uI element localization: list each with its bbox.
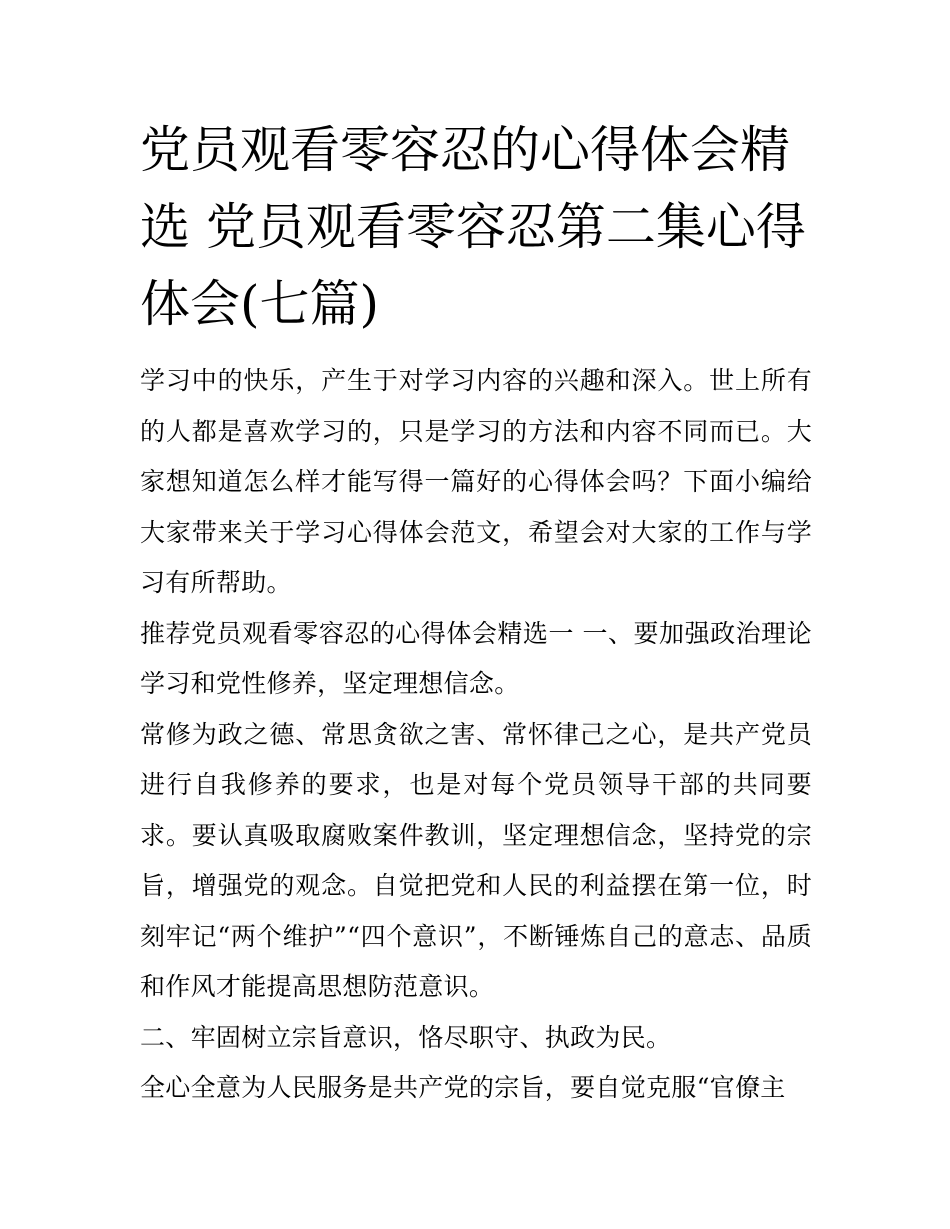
document-body xyxy=(140,356,812,1114)
paragraph-section-two-body: 全心全意为人民服务是共产党的宗旨，要自觉克服“官僚主 xyxy=(140,1073,786,1102)
paragraph-intro: 学习中的快乐，产生于对学习内容的兴趣和深入。世上所有的人都是喜欢学习的，只是学习的方法和内容不同而已。大家想知道怎么样才能写得一篇好的心得体会吗？下面小编给大家带来关于学习心得体会范文，希望会对大家的工作与学习有所帮助。 xyxy=(140,366,812,597)
paragraph-section-one-heading: 推荐党员观看零容忍的心得体会精选一 一、要加强政治理论学习和党性修养，坚定理想信念。 xyxy=(140,618,812,698)
paragraph-section-one-body: 常修为政之德、常思贪欲之害、常怀律己之心，是共产党员进行自我修养的要求，也是对每个党员领导干部的共同要求。要认真吸取腐败案件教训，坚定理想信念，坚持党的宗旨，增强党的观念。自觉把党和人民的利益摆在第一位，时刻牢记“两个维护”“四个意识”，不断锤炼自己的意志、品质和作风才能提高思想防范意识。 xyxy=(140,719,812,1001)
document-title: 党员观看零容忍的心得体会精选 党员观看零容忍第二集心得体会(七篇) xyxy=(140,121,806,333)
paragraph-section-two-heading: 二、牢固树立宗旨意识，恪尽职守、执政为民。 xyxy=(140,1022,672,1052)
